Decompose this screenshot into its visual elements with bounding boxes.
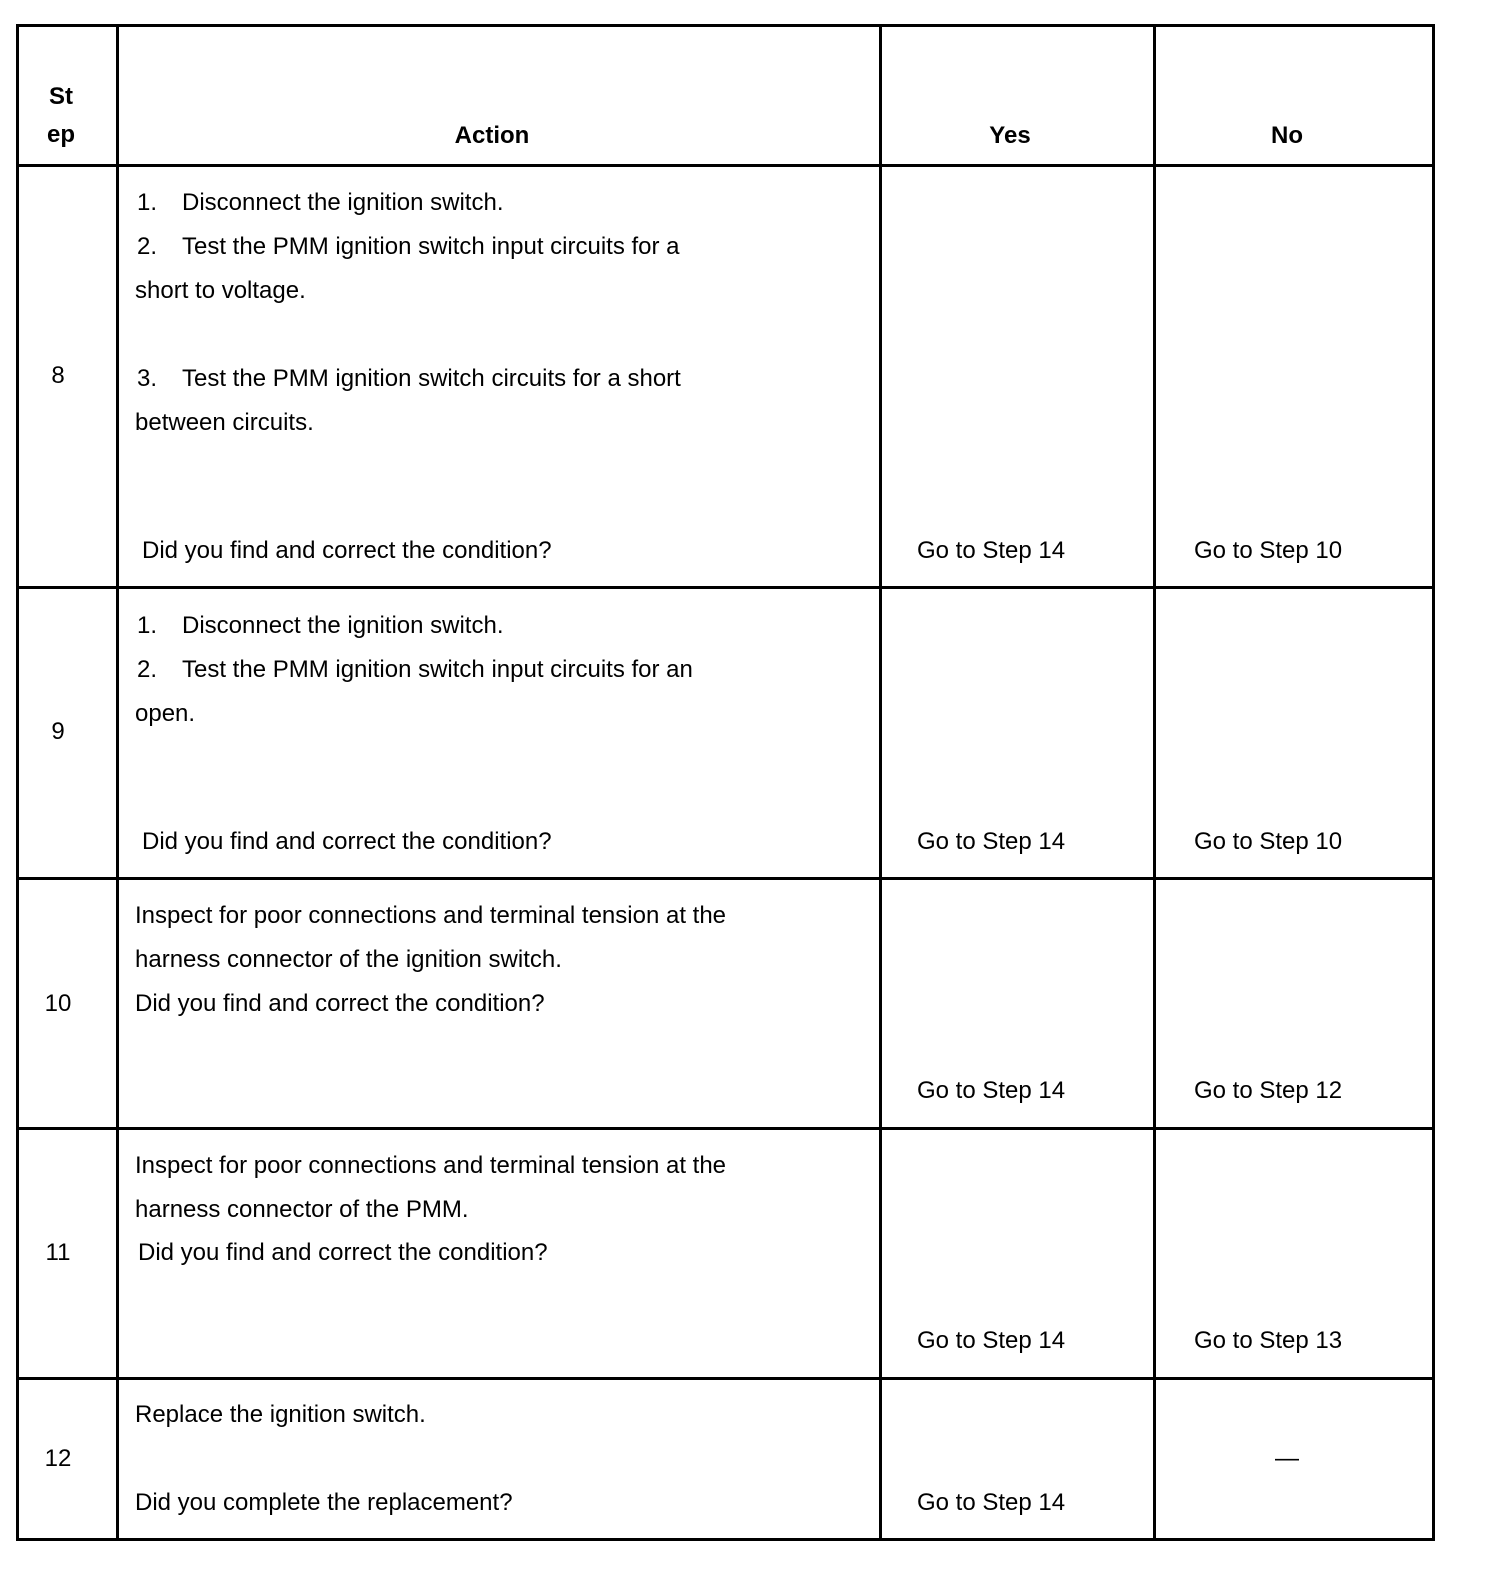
row9-item1-text: Disconnect the ignition switch. (182, 612, 504, 639)
row9-item2-text: Test the PMM ignition switch input circuits for an (182, 656, 693, 683)
row9-item2-cont: open. (135, 700, 196, 727)
row8-item2 (137, 225, 680, 269)
row-divider-8 (16, 586, 1435, 589)
step-number-8: 8 (51, 362, 65, 389)
header-action: Action (454, 122, 530, 149)
row8-item1 (137, 181, 504, 225)
row9-no: Go to Step 10 (1194, 828, 1343, 855)
row9-item1-num: 1. (137, 612, 158, 639)
row9-yes: Go to Step 14 (917, 828, 1066, 855)
table-border-bottom (16, 1538, 1435, 1541)
row11-line1: Inspect for poor connections and terminal tension at the (135, 1152, 727, 1179)
row-divider-9 (16, 877, 1435, 880)
column-divider-yes (1153, 24, 1156, 1541)
header-step-line2: ep (46, 121, 75, 148)
row9-question: Did you find and correct the condition? (142, 828, 552, 855)
header-step-line1: St (49, 83, 73, 110)
row8-item2-cont: short to voltage. (135, 277, 306, 304)
row8-item3-cont: between circuits. (135, 409, 314, 436)
row8-question: Did you find and correct the condition? (142, 537, 552, 564)
row12-no: — (1275, 1445, 1299, 1472)
row-divider-10 (16, 1127, 1435, 1130)
row10-yes: Go to Step 14 (917, 1077, 1066, 1104)
row11-question: Did you find and correct the condition? (138, 1239, 548, 1266)
column-divider-step (116, 24, 119, 1541)
row8-item3-text: Test the PMM ignition switch circuits for a short (182, 365, 681, 392)
row9-item2 (137, 648, 693, 692)
row12-line1: Replace the ignition switch. (135, 1401, 426, 1428)
row8-item1-text: Disconnect the ignition switch. (182, 189, 504, 216)
step-number-11: 11 (45, 1239, 71, 1266)
row-divider-11 (16, 1377, 1435, 1380)
row9-item2-num: 2. (137, 656, 158, 683)
row8-item3-num: 3. (137, 365, 158, 392)
header-yes: Yes (989, 122, 1031, 149)
row8-no: Go to Step 10 (1194, 537, 1343, 564)
row11-no: Go to Step 13 (1194, 1327, 1343, 1354)
table-border-top (16, 24, 1435, 27)
header-no: No (1271, 122, 1303, 149)
column-divider-action (879, 24, 882, 1541)
row9-item1 (137, 604, 504, 648)
step-number-12: 12 (44, 1445, 72, 1472)
row10-line2: harness connector of the ignition switch. (135, 946, 562, 973)
table-border-right (1432, 24, 1435, 1541)
step-number-9: 9 (51, 718, 65, 745)
row12-yes: Go to Step 14 (917, 1489, 1066, 1516)
row8-yes: Go to Step 14 (917, 537, 1066, 564)
header-step (18, 78, 104, 154)
row11-yes: Go to Step 14 (917, 1327, 1066, 1354)
row8-item3 (137, 357, 681, 401)
row12-question: Did you complete the replacement? (135, 1489, 513, 1516)
row8-item2-text: Test the PMM ignition switch input circuits for a (182, 233, 680, 260)
step-number-10: 10 (44, 990, 72, 1017)
row11-line2: harness connector of the PMM. (135, 1196, 469, 1223)
row8-item1-num: 1. (137, 189, 158, 216)
row10-line1: Inspect for poor connections and terminal tension at the (135, 902, 727, 929)
row-divider-header (16, 164, 1435, 167)
table-border-left (16, 24, 19, 1541)
row10-no: Go to Step 12 (1194, 1077, 1343, 1104)
row10-question: Did you find and correct the condition? (135, 990, 545, 1017)
row8-item2-num: 2. (137, 233, 158, 260)
